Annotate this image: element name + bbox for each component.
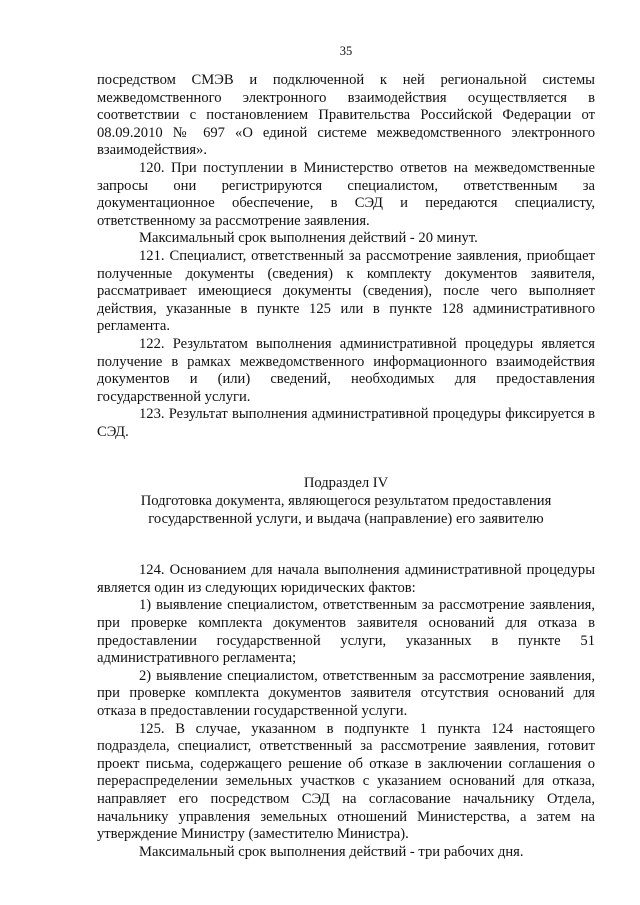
paragraph-124-item-1: 1) выявление специалистом, ответственным за рассмотрение заявления, при проверке комплекта документов заявителя оснований для отказа в предоставлении государственной услуги, указанных в пункте 51 административного регламента;: [97, 597, 595, 667]
section-title: Подраздел IV: [303, 475, 389, 492]
spacer: [97, 545, 595, 562]
document-page: [97, 44, 595, 861]
paragraph-max-time-120: Максимальный срок выполнения действий - 20 минут.: [139, 230, 478, 247]
section-subtitle: Подготовка документа, являющегося результатом предоставления государственной услуги, и выдача (направление) его заявителю: [140, 493, 552, 527]
paragraph-120: 120. При поступлении в Министерство ответов на межведомственные запросы они регистрируются специалистом, ответственным за документационное обеспечение, в СЭД и передаются специалисту, ответственному за рассмотрение заявления.: [97, 159, 595, 229]
paragraph-max-time-125: Максимальный срок выполнения действий - три рабочих дня.: [139, 843, 524, 860]
page-number: 35: [339, 44, 353, 58]
paragraph-124: 124. Основанием для начала выполнения административной процедуры является один из следующих юридических фактов:: [97, 562, 595, 596]
paragraphs-bottom: [97, 562, 595, 861]
paragraph-124-item-2: 2) выявление специалистом, ответственным за рассмотрение заявления, при проверке комплекта документов заявителя отсутствия оснований для отказа в предоставлении государственной услуги.: [97, 667, 595, 719]
paragraphs-top: [97, 72, 595, 441]
paragraph-123: 123. Результат выполнения административной процедуры фиксируется в СЭД.: [97, 406, 595, 440]
spacer: [97, 441, 595, 458]
spacer: [97, 458, 595, 475]
paragraph-121: 121. Специалист, ответственный за рассмотрение заявления, приобщает полученные документы (сведения) к комплекту документов заявителя, рассматривает имеющиеся документы (сведения), после чего выполняет действия, указанные в пункте 125 или в пункте 128 административного регламента.: [97, 247, 595, 335]
paragraph-continuation: посредством СМЭВ и подключенной к ней региональной системы межведомственного электронного взаимодействия осуществляется в соответствии с постановлением Правительства Российской Федерации от 08.09.2010 № 697 «О единой системе межведомственного электронного взаимодействия».: [97, 72, 595, 159]
paragraph-125: 125. В случае, указанном в подпункте 1 пункта 124 настоящего подраздела, специалист, ответственный за рассмотрение заявления, готовит проект письма, содержащего решение об отказе в заключении соглашения о перераспределении земельных участков с указанием оснований для отказа, направляет его посредством СЭД на согласование начальнику Отдела, начальнику управления земельных отношений Министерства, а затем на утверждение Министру (заместителю Министра).: [97, 720, 595, 843]
spacer: [97, 528, 595, 545]
paragraph-122: 122. Результатом выполнения административной процедуры является получение в рамках межведомственного информационного взаимодействия документов и (или) сведений, необходимых для предоставления государственной услуги.: [97, 335, 595, 405]
